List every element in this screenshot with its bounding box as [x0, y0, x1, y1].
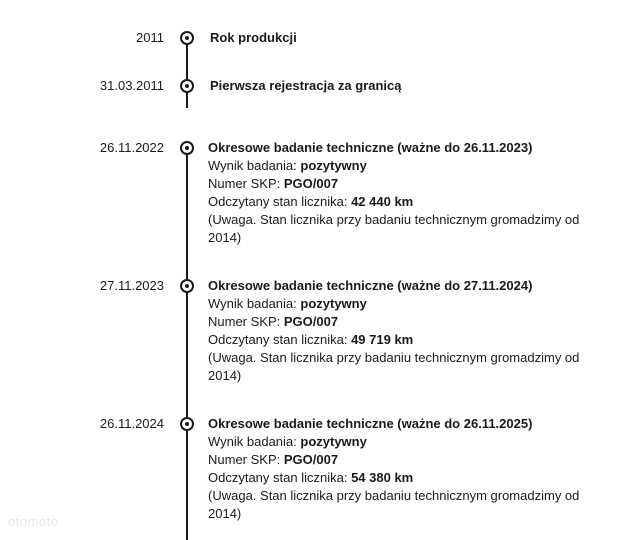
timeline-line: [186, 36, 188, 108]
inspection-station: Numer SKP: PGO/007: [208, 176, 339, 191]
inspection-station: Numer SKP: PGO/007: [208, 314, 339, 329]
timeline-dot-icon: [180, 79, 194, 93]
odometer-reading: Odczytany stan licznika: 54 380 km: [208, 470, 414, 485]
event-body: [208, 139, 608, 247]
timeline-dot-icon: [180, 141, 194, 155]
event-date: 26.11.2024: [99, 416, 164, 431]
timeline-line: [186, 146, 188, 540]
inspection-result: Wynik badania: pozytywny: [208, 296, 367, 311]
inspection-result: Wynik badania: pozytywny: [208, 434, 367, 449]
inspection-station: Numer SKP: PGO/007: [208, 452, 339, 467]
inspection-result: Wynik badania: pozytywny: [208, 158, 367, 173]
event-date: 26.11.2022: [99, 140, 164, 155]
odometer-note: (Uwaga. Stan licznika przy badaniu technicznym gromadzimy od 2014): [208, 350, 580, 383]
event-body: [208, 415, 608, 523]
event-title: Rok produkcji: [210, 30, 297, 45]
timeline-dot-icon: [180, 279, 194, 293]
event-title: Okresowe badanie techniczne (ważne do 27.11.2024): [208, 278, 533, 293]
event-date: 27.11.2023: [99, 278, 164, 293]
odometer-reading: Odczytany stan licznika: 49 719 km: [208, 332, 414, 347]
event-body: [210, 77, 610, 95]
event-body: [208, 277, 608, 385]
event-date: 2011: [136, 30, 164, 45]
timeline-dot-icon: [180, 417, 194, 431]
event-title: Pierwsza rejestracja za granicą: [210, 78, 402, 93]
event-title: Okresowe badanie techniczne (ważne do 26.11.2023): [208, 140, 533, 155]
timeline-dot-icon: [180, 31, 194, 45]
odometer-note: (Uwaga. Stan licznika przy badaniu technicznym gromadzimy od 2014): [208, 212, 580, 245]
event-body: [210, 29, 610, 47]
odometer-reading: Odczytany stan licznika: 42 440 km: [208, 194, 414, 209]
watermark-logo: otomoto: [8, 514, 59, 529]
event-date: 31.03.2011: [99, 78, 164, 93]
event-title: Okresowe badanie techniczne (ważne do 26.11.2025): [208, 416, 533, 431]
odometer-note: (Uwaga. Stan licznika przy badaniu technicznym gromadzimy od 2014): [208, 488, 580, 521]
